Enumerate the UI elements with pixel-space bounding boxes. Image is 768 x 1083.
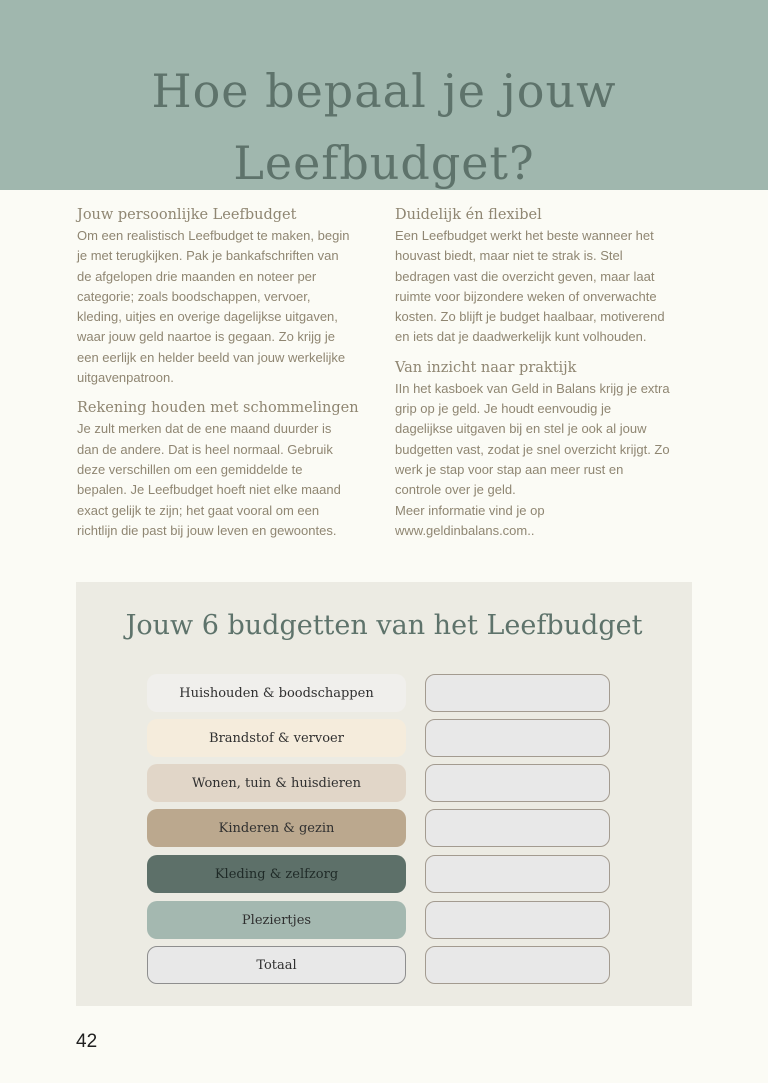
section-schommelingen — [77, 398, 382, 541]
budget-panel-title: Jouw 6 budgetten van het Leefbudget — [125, 610, 643, 641]
budget-amount-field[interactable] — [425, 901, 610, 939]
page-title-line-2: Leefbudget? — [233, 136, 535, 190]
budget-label: Kinderen & gezin — [147, 809, 406, 847]
budget-row-pleziertjes — [147, 901, 610, 939]
section-body: Je zult merken dat de ene maand duurder is dan de andere. Dat is heel normaal. Gebruik deze verschillen om een gemiddelde te bepalen. Je Leefbudget hoeft niet elke maand exact gelijk te zijn; het gaat vooral om een richtlijn die past bij jouw leven en gewoontes. — [77, 421, 341, 538]
budget-row-wonen — [147, 764, 610, 802]
budget-amount-field[interactable] — [425, 764, 610, 802]
budget-label: Totaal — [147, 946, 406, 984]
budget-label: Wonen, tuin & huisdieren — [147, 764, 406, 802]
budget-amount-field[interactable] — [425, 719, 610, 757]
budget-amount-field[interactable] — [425, 674, 610, 712]
budget-label: Huishouden & boodschappen — [147, 674, 406, 712]
budget-label: Kleding & zelfzorg — [147, 855, 406, 893]
page-title — [0, 55, 768, 199]
right-column — [395, 205, 700, 551]
budget-panel — [76, 582, 692, 1006]
section-title: Van inzicht naar praktijk — [395, 359, 577, 376]
budget-amount-field[interactable] — [425, 855, 610, 893]
left-column — [77, 205, 382, 551]
budget-row-kinderen — [147, 809, 610, 847]
section-persoonlijke-leefbudget — [77, 205, 382, 388]
section-title: Duidelijk én flexibel — [395, 207, 542, 223]
section-title: Jouw persoonlijke Leefbudget — [77, 207, 297, 223]
section-body: Een Leefbudget werkt het beste wanneer het houvast biedt, maar niet te strak is. Stel bedragen vast die overzicht geven, maar laat ruimte voor bijzondere weken of onverwachte kosten. Zo blijft je budget haalbaar, motiverend en iets dat je daadwerkelijk kunt volhouden. — [395, 228, 665, 345]
header-band — [0, 0, 768, 190]
page-title-line-1: Hoe bepaal je jouw — [151, 64, 617, 118]
section-inzicht-praktijk — [395, 358, 700, 541]
page-number: 42 — [76, 1031, 98, 1052]
section-title: Rekening houden met schommelingen — [77, 400, 359, 417]
budget-amount-field[interactable] — [425, 946, 610, 984]
budget-row-huishouden — [147, 674, 610, 712]
budget-label: Pleziertjes — [147, 901, 406, 939]
section-body: Om een realistisch Leefbudget te maken, begin je met terugkijken. Pak je bankafschriften van de afgelopen drie maanden en noteer per categorie; zoals boodschappen, vervoer, kleding, uitjes en overige dagelijkse uitgaven, waar jouw geld naartoe is gegaan. Zo krijg je een eerlijk en helder beeld van jouw werkelijke uitgavenpatroon. — [77, 228, 350, 386]
budget-row-brandstof — [147, 719, 610, 757]
section-body: IIn het kasboek van Geld in Balans krijg je extra grip op je geld. Je houdt eenvoudig je dagelijkse uitgaven bij en stel je ook al jouw budgetten vast, zodat je snel overzicht krijgt. Zo werk je stap voor stap aan meer rust en controle over je geld. Meer informatie vind je op www.geldinbalans.com.. — [395, 380, 670, 538]
budget-row-kleding — [147, 855, 610, 893]
budget-label: Brandstof & vervoer — [147, 719, 406, 757]
section-duidelijk-flexibel — [395, 205, 700, 348]
budget-row-totaal — [147, 946, 610, 984]
budget-amount-field[interactable] — [425, 809, 610, 847]
